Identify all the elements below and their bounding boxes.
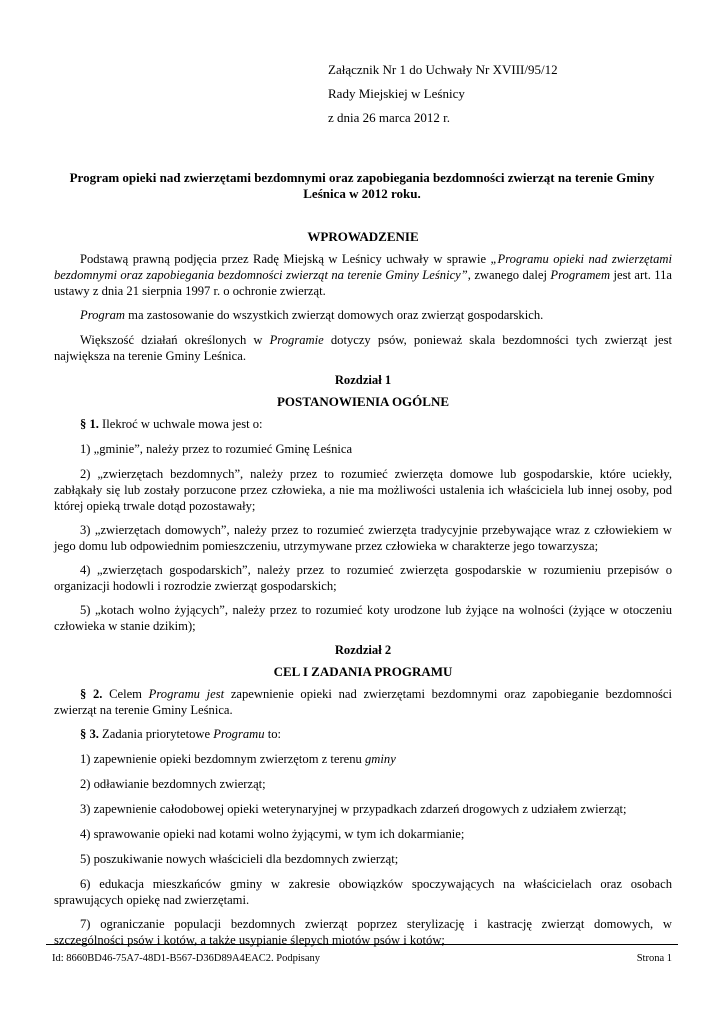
header-line-3: z dnia 26 marca 2012 r. (328, 110, 451, 125)
ch1-item-1: 1) „gminie”, należy przez to rozumieć Gminę Leśnica (80, 442, 353, 456)
attachment-header (328, 58, 688, 130)
chapter-1-title: POSTANOWIENIA OGÓLNE (276, 394, 450, 409)
header-line-1: Załącznik Nr 1 do Uchwały Nr XVIII/95/12 (328, 62, 558, 77)
section-1: § 1. Ilekroć w uchwale mowa jest o: (80, 417, 263, 431)
title-line-1: Program opieki nad zwierzętami bezdomnymi oraz zapobiegania bezdomności zwierząt na terenie Gminy (69, 170, 655, 185)
intro-paragraph-2: Program ma zastosowanie do wszystkich zwierząt domowych oraz zwierząt gospodarskich. (80, 308, 544, 322)
ch2-item-2: 2) odławianie bezdomnych zwierząt; (80, 777, 266, 791)
ch1-item-2: 2) „zwierzętach bezdomnych”, należy przez to rozumieć zwierzęta domowe lub gospodarskie, które uciekły, zabłąkały się lub zostały porzucone przez człowieka, a nie ma możliwości ustalenia ich właściciela lub innej osoby, pod której opieką trwale dotąd pozostawały; (54, 467, 672, 513)
ch2-item-4: 4) sprawowanie opieki nad kotami wolno żyjącymi, w tym ich dokarmianie; (80, 827, 465, 841)
intro-paragraph-1: Podstawą prawną podjęcia przez Radę Miejską w Leśnicy uchwały w sprawie „Programu opieki nad zwierzętami bezdomnymi oraz zapobiegania bezdomności zwierząt na terenie Gminy Leśnicy”, zwanego dalej Programem jest art. 11a ustawy z dnia 21 sierpnia 1997 r. o ochronie zwierząt. (54, 252, 673, 298)
chapter-2-number: Rozdział 2 (334, 643, 392, 657)
document-title (48, 170, 676, 202)
chapter-2-title: CEL I ZADANIA PROGRAMU (273, 664, 453, 679)
ch1-item-3: 3) „zwierzętach domowych”, należy przez to rozumieć zwierzęta tradycyjnie przebywające wraz z człowiekiem w jego domu lub odpowiednim pomieszczeniu, utrzymywane przez człowieka w charakterze jego towarzysza; (54, 523, 672, 553)
header-line-2: Rady Miejskiej w Leśnicy (328, 86, 465, 101)
ch2-item-7: 7) ograniczanie populacji bezdomnych zwierząt poprzez sterylizację i kastrację zwierząt domowych, w szczególności psów i kotów, a także usypianie ślepych miotów psów i kotów; (54, 917, 672, 947)
document-id: Id: 8660BD46-75A7-48D1-B567-D36D89A4EAC2. Podpisany (52, 953, 321, 964)
intro-paragraph-3: Większość działań określonych w Programie dotyczy psów, ponieważ skala bezdomności tych zwierząt jest największa na terenie Gminy Leśnica. (54, 333, 672, 363)
ch2-item-5: 5) poszukiwanie nowych właścicieli dla bezdomnych zwierząt; (80, 852, 399, 866)
section-2: § 2. Celem Programu jest zapewnienie opieki nad zwierzętami bezdomnymi oraz zapobieganie bezdomności zwierząt na terenie Gminy Leśnica. (54, 687, 672, 717)
ch2-item-3: 3) zapewnienie całodobowej opieki weterynaryjnej w przypadkach zdarzeń drogowych z udziałem zwierząt; (80, 802, 627, 816)
ch1-item-4: 4) „zwierzętach gospodarskich”, należy przez to rozumieć zwierzęta gospodarskie w rozumieniu przepisów o organizacji hodowli i rozrodzie zwierząt gospodarskich; (54, 563, 672, 593)
title-line-2: Leśnica w 2012 roku. (303, 186, 421, 201)
page-number: Strona 1 (636, 953, 672, 964)
document-body (54, 229, 672, 956)
ch2-item-6: 6) edukacja mieszkańców gminy w zakresie obowiązków spoczywających na właścicielach oraz osobach sprawujących opiekę nad zwierzętami. (54, 877, 672, 907)
ch1-item-5: 5) „kotach wolno żyjących”, należy przez to rozumieć koty urodzone lub żyjące na wolności (żyjące w otoczeniu człowieka w stanie dzikim); (54, 603, 672, 633)
chapter-1-number: Rozdział 1 (334, 373, 392, 387)
ch2-item-1: 1) zapewnienie opieki bezdomnym zwierzętom z terenu gminy (80, 752, 396, 766)
section-3: § 3. Zadania priorytetowe Programu to: (80, 727, 282, 741)
footer-divider (46, 944, 678, 945)
intro-heading: WPROWADZENIE (307, 229, 419, 244)
